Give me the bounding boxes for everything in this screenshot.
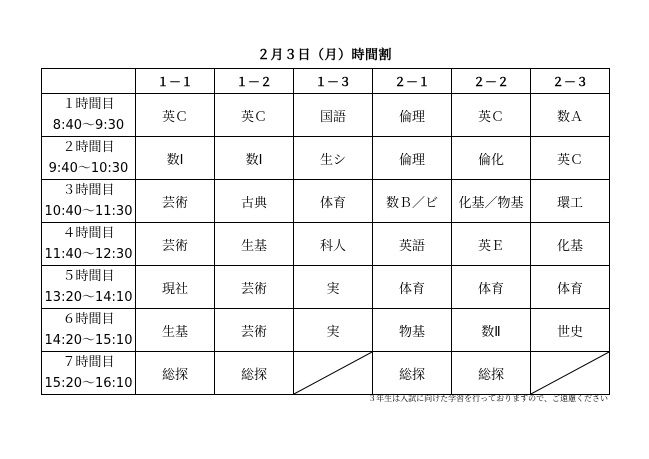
subject-cell: 芸術	[215, 309, 294, 352]
class-header: ２－１	[373, 69, 452, 94]
subject-cell: 体育	[531, 266, 610, 309]
subject-cell: 総探	[136, 352, 215, 395]
subject-cell: 生基	[136, 309, 215, 352]
period-name: ３時間目	[62, 183, 115, 198]
subject-cell: 数Ⅱ	[452, 309, 531, 352]
class-header: １－３	[294, 69, 373, 94]
subject-cell: 科人	[294, 223, 373, 266]
period-row	[42, 223, 610, 266]
subject-cell: 物基	[373, 309, 452, 352]
subject-cell: 数Ⅰ	[215, 137, 294, 180]
subject-cell: 総探	[373, 352, 452, 395]
period-time: 8:40～9:30	[52, 118, 125, 133]
page-title: ２月３日（月）時間割	[256, 48, 392, 63]
subject-cell: 倫理	[373, 94, 452, 137]
period-cell	[42, 180, 136, 223]
subject-cell: 英Ｅ	[452, 223, 531, 266]
subject-cell: 英Ｃ	[452, 94, 531, 137]
subject-cell: 英Ｃ	[136, 94, 215, 137]
subject-cell: 数Ⅰ	[136, 137, 215, 180]
period-cell	[42, 94, 136, 137]
footnote: ３年生は入試に向けた学習を行っておりますので、ご遠慮ください	[368, 394, 608, 403]
class-header: ２－２	[452, 69, 531, 94]
subject-cell: 芸術	[136, 223, 215, 266]
period-name: ５時間目	[62, 269, 115, 284]
period-cell	[42, 352, 136, 395]
period-name: １時間目	[62, 97, 115, 112]
empty-cell	[531, 352, 610, 395]
corner-cell	[42, 69, 136, 94]
period-row	[42, 180, 610, 223]
class-header: １－１	[136, 69, 215, 94]
period-cell	[42, 137, 136, 180]
subject-cell: 総探	[452, 352, 531, 395]
subject-cell: 体育	[452, 266, 531, 309]
subject-cell: 体育	[294, 180, 373, 223]
period-name: ２時間目	[62, 140, 115, 155]
period-name: ４時間目	[62, 226, 115, 241]
period-cell	[42, 309, 136, 352]
subject-cell: 化基	[531, 223, 610, 266]
subject-cell: 英Ｃ	[531, 137, 610, 180]
class-header: ２－３	[531, 69, 610, 94]
class-header: １－２	[215, 69, 294, 94]
subject-cell: 世史	[531, 309, 610, 352]
diagonal-slash	[294, 352, 372, 394]
period-time: 11:40～12:30	[44, 247, 133, 262]
subject-cell: 倫化	[452, 137, 531, 180]
subject-cell: 倫理	[373, 137, 452, 180]
period-row	[42, 137, 610, 180]
period-time: 14:20～15:10	[44, 333, 133, 348]
subject-cell: 英Ｃ	[215, 94, 294, 137]
subject-cell: 生基	[215, 223, 294, 266]
period-name: ６時間目	[62, 312, 115, 327]
subject-cell: 実	[294, 309, 373, 352]
subject-cell: 生シ	[294, 137, 373, 180]
period-time: 15:20～16:10	[44, 376, 133, 391]
empty-cell	[294, 352, 373, 395]
period-time: 13:20～14:10	[44, 290, 133, 305]
subject-cell: 芸術	[136, 180, 215, 223]
subject-cell: 環工	[531, 180, 610, 223]
period-time: 9:40～10:30	[48, 161, 129, 176]
subject-cell: 体育	[373, 266, 452, 309]
header-row	[42, 69, 610, 94]
period-row	[42, 309, 610, 352]
period-cell	[42, 266, 136, 309]
period-name: ７時間目	[62, 355, 115, 370]
period-cell	[42, 223, 136, 266]
period-time: 10:40～11:30	[44, 204, 133, 219]
subject-cell: 総探	[215, 352, 294, 395]
subject-cell: 化基／物基	[452, 180, 531, 223]
subject-cell: 実	[294, 266, 373, 309]
subject-cell: 数Ａ	[531, 94, 610, 137]
subject-cell: 英語	[373, 223, 452, 266]
subject-cell: 現社	[136, 266, 215, 309]
subject-cell: 古典	[215, 180, 294, 223]
period-row	[42, 94, 610, 137]
subject-cell: 数Ｂ／ビ	[373, 180, 452, 223]
timetable	[41, 68, 610, 395]
subject-cell: 芸術	[215, 266, 294, 309]
period-row	[42, 266, 610, 309]
diagonal-slash	[531, 352, 609, 394]
subject-cell: 国語	[294, 94, 373, 137]
period-row	[42, 352, 610, 395]
